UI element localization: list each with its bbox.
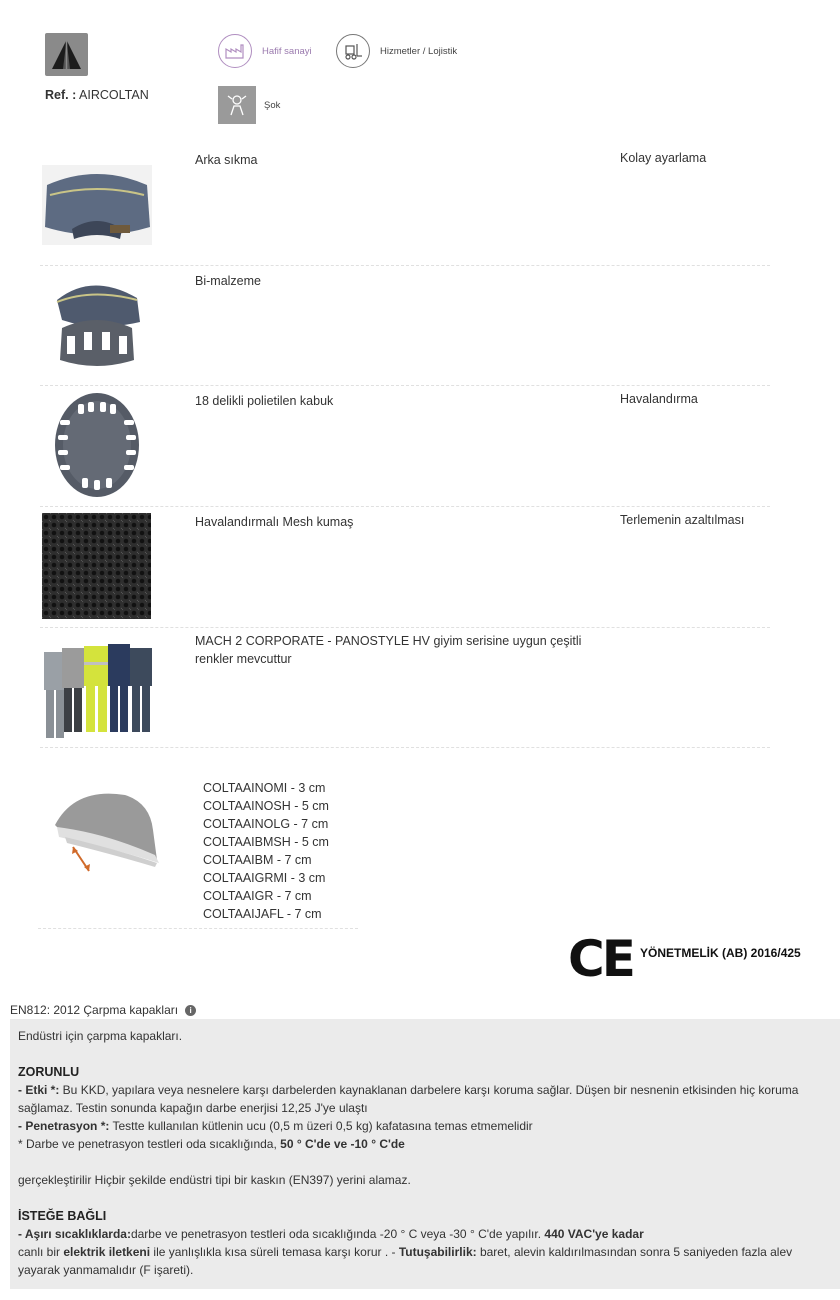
feature-row	[40, 385, 770, 507]
penetration-paragraph	[18, 1117, 833, 1135]
sector-label: Hafif sanayi	[262, 45, 312, 57]
feature-description: 18 delikli polietilen kabuk	[195, 394, 334, 408]
risk-shock	[218, 86, 280, 124]
divider	[38, 928, 358, 929]
feature-row	[40, 506, 770, 628]
product-reference	[45, 88, 149, 102]
mesh-fabric-photo	[42, 513, 151, 619]
sector-label: Hizmetler / Lojistik	[380, 45, 458, 57]
cap-bimaterial-photo	[42, 270, 152, 380]
flammability-text: baret, alevin kaldırılmasından sonra 5 saniyeden fazla alev yayarak yanmamalıdır (F işareti).	[18, 1245, 793, 1277]
norm-note: gerçekleştirilir Hiçbir şekilde endüstri tipi bir kaskın (EN397) yerini alamaz.	[18, 1173, 411, 1187]
feature-benefit: Havalandırma	[620, 392, 698, 406]
factory-icon	[218, 34, 252, 68]
feature-description: Arka sıkma	[195, 153, 258, 167]
info-icon[interactable]: i	[185, 1005, 196, 1016]
impact-paragraph	[18, 1081, 833, 1117]
electric-bold: elektrik iletkeni	[63, 1245, 151, 1259]
size-item: COLTAAIGR - 7 cm	[203, 889, 312, 903]
penetration-label: - Penetrasyon *:	[18, 1119, 110, 1133]
norm-title[interactable]	[10, 1003, 196, 1017]
sector-services-logistics	[336, 34, 457, 68]
temperature-bold: 50 ° C'de ve -10 ° C'de	[280, 1137, 405, 1151]
norm-title-text: EN812: 2012 Çarpma kapakları	[10, 1003, 179, 1017]
size-item: COLTAAINOSH - 5 cm	[203, 799, 329, 813]
size-item: COLTAAIBM - 7 cm	[203, 853, 312, 867]
extreme-bold: 440 VAC'ye kadar	[544, 1227, 644, 1241]
forklift-icon	[336, 34, 370, 68]
temperature-text: * Darbe ve penetrasyon testleri oda sıcaklığında,	[18, 1137, 281, 1151]
delta-triangle-icon	[45, 33, 88, 76]
flammability-label: Tutuşabilirlik:	[398, 1245, 477, 1259]
optional-heading: İSTEĞE BAĞLI	[18, 1209, 107, 1223]
electric-paragraph	[18, 1243, 833, 1279]
size-item: COLTAAIBMSH - 5 cm	[203, 835, 329, 849]
ce-mark: CE	[568, 930, 633, 988]
size-item: COLTAAINOLG - 7 cm	[203, 817, 329, 831]
risk-label: Şok	[264, 99, 281, 111]
feature-row	[40, 627, 770, 748]
ref-label: Ref. :	[45, 88, 77, 102]
impact-text: Bu KKD, yapılara veya nesnelere karşı darbelerden kaynaklanan darbelere karşı koruma sağlar. Düşen bir nesnenin etkisinden hiç koruma sağlamaz. Testin sonunda kapağın darbe enerjisi 12,25 J'ye ulaştı	[18, 1083, 799, 1115]
norm-description-panel	[10, 1019, 840, 1289]
ref-value: AIRCOLTAN	[79, 88, 149, 102]
feature-row	[40, 140, 770, 266]
extreme-label: - Aşırı sıcaklıklarda:	[18, 1227, 131, 1241]
extreme-text: darbe ve penetrasyon testleri oda sıcaklığında -20 ° C veya -30 ° C'de yapılır.	[130, 1227, 545, 1241]
norm-intro: Endüstri için çarpma kapakları.	[18, 1029, 183, 1043]
visor-length-illustration	[45, 785, 165, 880]
mandatory-heading: ZORUNLU	[18, 1065, 80, 1079]
impact-label: - Etki *:	[18, 1083, 60, 1097]
feature-row	[40, 265, 770, 386]
impact-icon	[218, 86, 256, 124]
size-item: COLTAAIJAFL - 7 cm	[203, 907, 322, 921]
brand-logo	[45, 33, 88, 76]
feature-description: MACH 2 CORPORATE - PANOSTYLE HV giyim serisine uygun çeşitli renkler mevcuttur	[195, 634, 582, 666]
cap-back-photo	[42, 165, 152, 245]
extreme-temp-paragraph	[18, 1225, 833, 1243]
sector-light-industry	[218, 34, 312, 68]
feature-benefit: Terlemenin azaltılması	[620, 513, 745, 527]
size-item: COLTAAINOMI - 3 cm	[203, 781, 326, 795]
size-item: COLTAAIGRMI - 3 cm	[203, 871, 326, 885]
electric-text-2: ile yanlışlıkla kısa süreli temasa karşı korur . -	[150, 1245, 399, 1259]
size-reference-list	[203, 779, 329, 923]
regulation-label: YÖNETMELİK (AB) 2016/425	[640, 946, 801, 960]
temperature-paragraph	[18, 1135, 833, 1153]
penetration-text: Testte kullanılan kütlenin ucu (0,5 m üzeri 0,5 kg) kafatasına temas etmemelidir	[109, 1119, 533, 1133]
feature-description: Bi-malzeme	[195, 274, 261, 288]
electric-text-1: canlı bir	[18, 1245, 64, 1259]
feature-description: Havalandırmalı Mesh kumaş	[195, 515, 354, 529]
workwear-range-photo	[42, 634, 154, 742]
shell-vents-photo	[42, 390, 152, 500]
feature-benefit: Kolay ayarlama	[620, 151, 707, 165]
